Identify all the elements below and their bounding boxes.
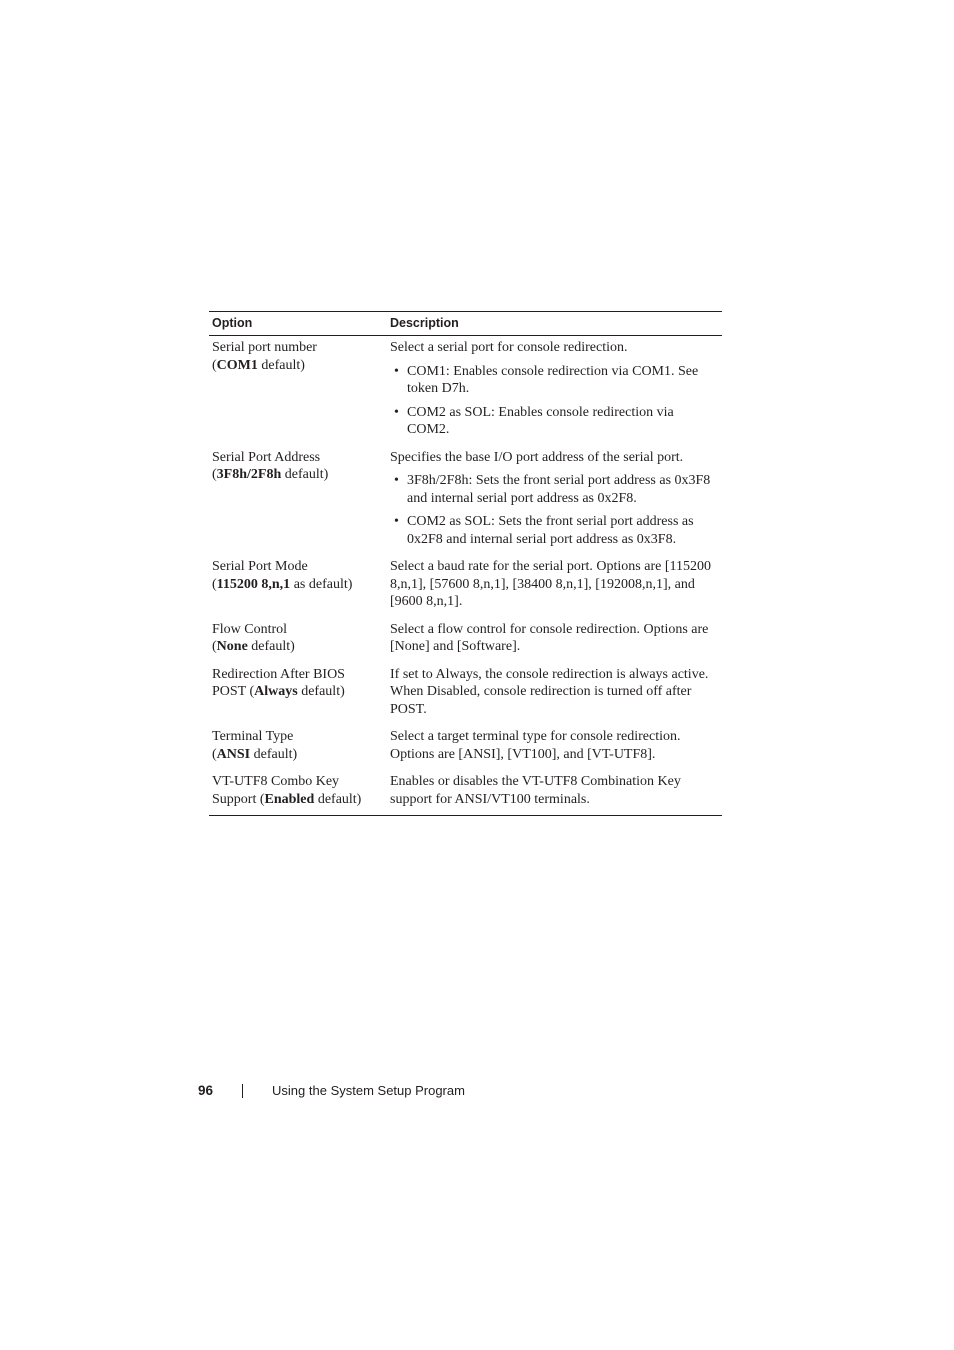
option-default-prefix: (	[212, 639, 217, 654]
table-header-row	[209, 312, 722, 336]
option-default-prefix: POST (	[212, 684, 255, 699]
description-text: Select a target terminal type for console redirection. Options are [ANSI], [VT100], and [VT-UTF8].	[390, 729, 681, 762]
description-cell	[387, 725, 722, 770]
description-text: Select a serial port for console redirection.	[390, 340, 628, 355]
option-default-value: Always	[254, 684, 298, 699]
option-default-prefix: (	[212, 746, 217, 762]
header-description: Description	[387, 312, 722, 336]
description-cell	[387, 446, 722, 556]
bullet-list	[390, 363, 719, 439]
table-row	[209, 555, 722, 618]
option-cell	[209, 663, 387, 726]
description-cell	[387, 663, 722, 726]
description-cell	[387, 770, 722, 816]
option-default-prefix: Support (	[212, 791, 265, 807]
bullet-item: • COM1: Enables console redirection via COM1. See token D7h.	[390, 363, 719, 398]
option-default-suffix: default)	[281, 467, 329, 482]
option-cell	[209, 618, 387, 663]
description-cell	[387, 336, 722, 446]
description-text: Select a flow control for console redirection. Options are [None] and [Software].	[390, 621, 709, 654]
option-name: Serial port number	[212, 340, 317, 355]
bullet-item: • COM2 as SOL: Enables console redirection via COM2.	[390, 404, 719, 439]
option-name: Serial Port Mode	[212, 559, 308, 574]
table-row	[209, 446, 722, 556]
bullet-list	[390, 472, 719, 548]
bullet-item: • COM2 as SOL: Sets the front serial port address as 0x2F8 and internal serial port address as 0x3F8.	[390, 513, 719, 548]
option-name: Flow Control	[212, 621, 288, 637]
description-text: Specifies the base I/O port address of the serial port.	[390, 449, 684, 465]
option-cell	[209, 555, 387, 618]
option-default-suffix: default)	[297, 684, 345, 699]
table-row	[209, 725, 722, 770]
option-default-value: COM1	[216, 357, 258, 373]
option-cell	[209, 725, 387, 770]
option-default-value: Enabled	[264, 791, 315, 807]
option-cell	[209, 770, 387, 816]
section-title: Using the System Setup Program	[272, 1083, 465, 1098]
option-name: Terminal Type	[212, 729, 294, 744]
table-row	[209, 618, 722, 663]
option-default-value: 115200 8,n,1	[216, 576, 291, 592]
page-number: 96	[198, 1083, 214, 1098]
option-cell	[209, 446, 387, 556]
option-name: Redirection After BIOS	[212, 666, 345, 682]
option-name: Serial Port Address	[212, 449, 321, 465]
table-row	[209, 663, 722, 726]
description-text: Enables or disables the VT-UTF8 Combination Key support for ANSI/VT100 terminals.	[390, 774, 681, 807]
option-default-value: None	[216, 639, 248, 654]
option-default-suffix: default)	[257, 357, 305, 373]
table-row	[209, 336, 722, 446]
bullet-item: • 3F8h/2F8h: Sets the front serial port address as 0x3F8 and internal serial port address as 0x2F8.	[390, 472, 719, 507]
description-text: If set to Always, the console redirection is always active. When Disabled, console redirection is turned off after POST.	[390, 666, 709, 717]
option-default-value: ANSI	[216, 746, 251, 762]
option-name: VT-UTF8 Combo Key	[212, 774, 340, 789]
option-default-prefix: (	[212, 357, 217, 373]
table-body	[209, 336, 722, 816]
option-default-suffix: as default)	[290, 576, 353, 592]
option-default-suffix: default)	[247, 639, 295, 654]
description-cell	[387, 555, 722, 618]
option-default-suffix: default)	[314, 791, 362, 807]
description-text: Select a baud rate for the serial port. Options are [115200 8,n,1], [57600 8,n,1], [38400 8,n,1], [192008,n,1], and [9600 8,n,1].	[390, 559, 711, 609]
option-default-prefix: (	[212, 576, 217, 592]
options-table	[209, 311, 722, 816]
header-option: Option	[209, 312, 387, 336]
table-row	[209, 770, 722, 816]
option-cell	[209, 336, 387, 446]
option-default-suffix: default)	[250, 746, 298, 762]
footer-divider	[242, 1084, 243, 1098]
option-default-prefix: (	[212, 467, 217, 482]
option-default-value: 3F8h/2F8h	[216, 467, 282, 482]
description-cell	[387, 618, 722, 663]
page-footer	[198, 1083, 465, 1098]
